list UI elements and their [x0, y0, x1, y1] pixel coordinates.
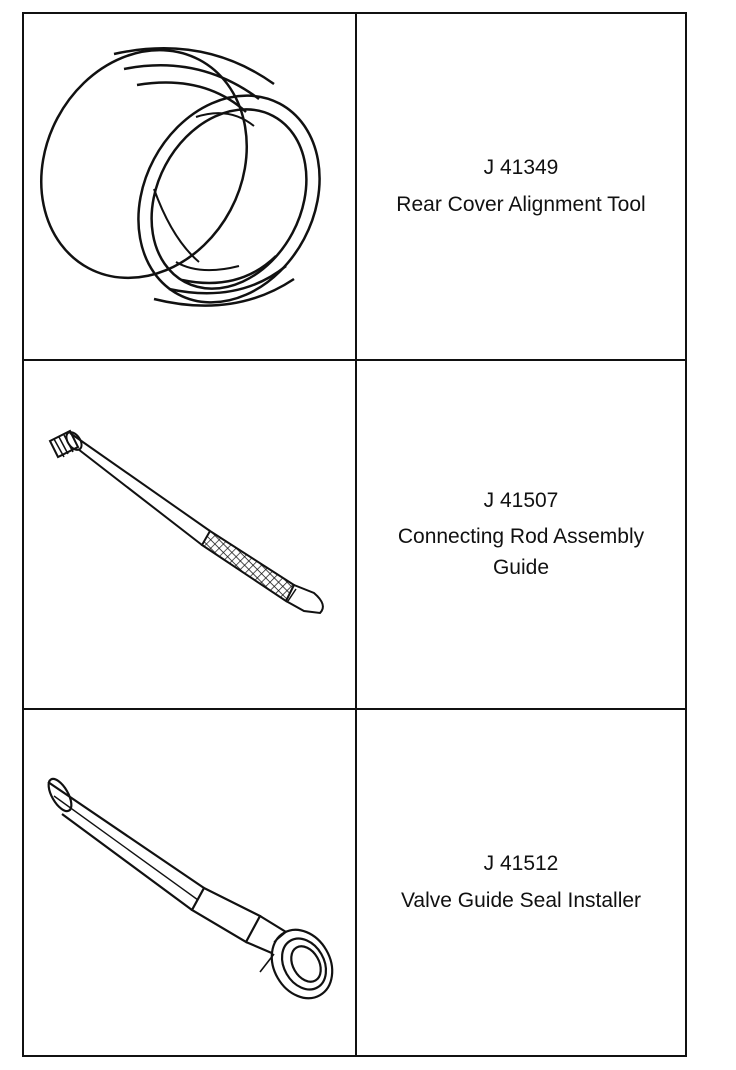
- seal-installer-tube-icon: [24, 710, 355, 1055]
- tool-row-2: [24, 361, 685, 708]
- tool-illustration-cell: [24, 710, 355, 1055]
- tool-row-1: [24, 14, 685, 359]
- tool-name: Rear Cover Alignment Tool: [396, 192, 646, 216]
- part-number: J 41507: [483, 488, 559, 512]
- tool-illustration-cell: [24, 361, 355, 708]
- tool-description-cell: [357, 361, 685, 708]
- tool-table: [22, 12, 687, 1057]
- part-number: J 41512: [483, 852, 559, 876]
- tool-illustration-cell: [24, 14, 355, 359]
- tool-row-3: [24, 710, 685, 1055]
- tool-name: Valve Guide Seal Installer: [400, 888, 642, 912]
- part-number: J 41349: [483, 156, 559, 180]
- tool-name: Connecting Rod Assembly Guide: [397, 525, 645, 579]
- ring-sleeve-icon: [24, 14, 355, 359]
- tool-description-cell: [357, 710, 685, 1055]
- threaded-guide-rod-icon: [24, 361, 355, 708]
- tool-description-cell: [357, 14, 685, 359]
